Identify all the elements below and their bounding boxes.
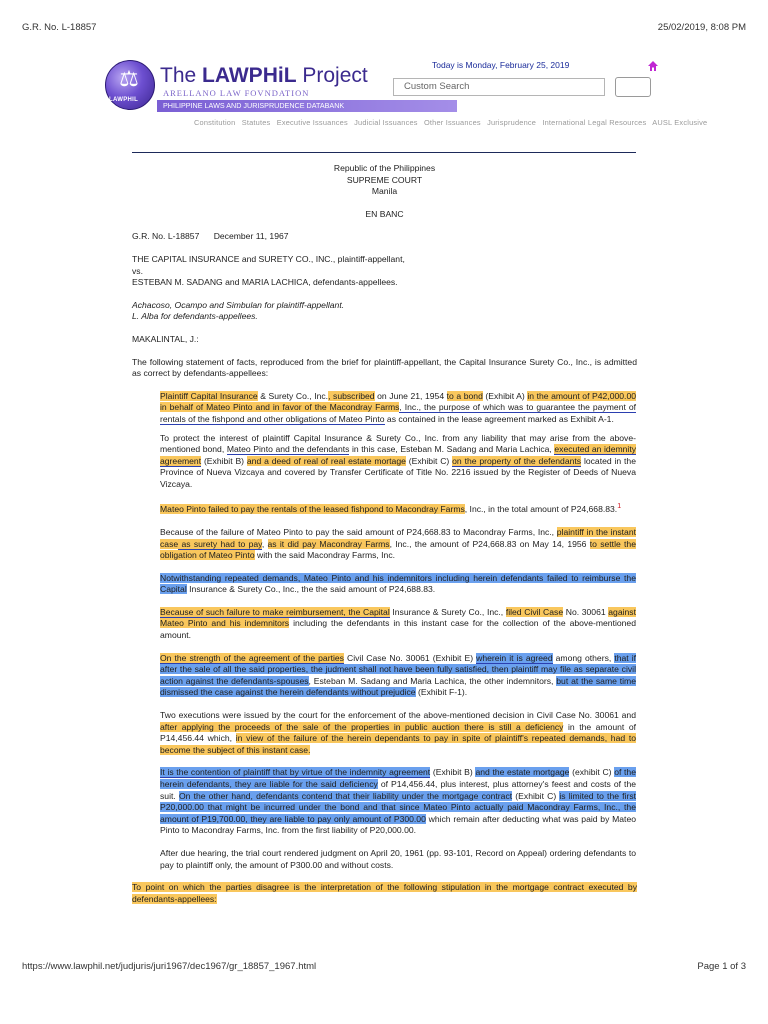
print-page-number: Page 1 of 3 bbox=[697, 961, 746, 972]
nav-ausl[interactable]: AUSL Exclusive bbox=[652, 118, 708, 127]
issue-paragraph bbox=[132, 882, 637, 905]
blue-segment: It is the contention of plaintiff that by virtue of the indemnity agreement bbox=[160, 767, 431, 778]
text-segment: To protect the interest of plaintiff Capital Insurance & Surety Co., Inc. from any liability that may arise from the above-mentioned bond, bbox=[160, 432, 636, 455]
site-title[interactable] bbox=[160, 64, 368, 88]
nav-jurisprudence[interactable]: Jurisprudence bbox=[487, 118, 537, 127]
text-segment: with the said Macondray Farms, Inc. bbox=[254, 550, 396, 561]
highlight-segment: , Inc., the purpose of which was to guarantee the payment of rentals of the fishpond and other obligations of Mateo Pinto bbox=[160, 402, 636, 424]
text-segment: in the amount of P14,456.44 which, bbox=[160, 721, 636, 744]
fact-paragraph-7 bbox=[132, 653, 637, 699]
header-divider bbox=[132, 152, 636, 153]
highlight-segment: to settle the obligation of Mateo Pinto bbox=[160, 538, 636, 561]
highlight-segment: Mateo Pinto and the defendants bbox=[226, 444, 350, 455]
intro-paragraph: The following statement of facts, reproduced from the brief for plaintiff-appellant, the Capital Insurance Surety Co., Inc., is admitted as correct by defendants-appellees: bbox=[132, 356, 637, 379]
party-plaintiff: THE CAPITAL INSURANCE and SURETY CO., INC., plaintiff-appellant, bbox=[132, 253, 405, 264]
site-title-tail: Project bbox=[296, 64, 368, 87]
highlight-segment: as it did pay Macondray Farms bbox=[267, 538, 390, 549]
lawphil-logo[interactable] bbox=[105, 60, 155, 110]
fact-paragraph-5 bbox=[132, 573, 637, 596]
highlight-segment: in the amount of P42,000.00 in behalf of Mateo Pinto and in favor of the Macondray Farms bbox=[160, 390, 637, 413]
highlight-segment: on the property of the defendants bbox=[452, 455, 582, 466]
text-segment: Insurance & Surety Co., Inc., the the said amount of P24,688.83. bbox=[186, 584, 436, 595]
print-datetime: 25/02/2019, 8:08 PM bbox=[657, 22, 746, 33]
text-segment: Because of the failure of Mateo Pinto to pay the said amount of P24,668.83 to Macondray Farms, Inc., bbox=[160, 526, 557, 537]
highlight-segment: Plaintiff Capital Insurance bbox=[160, 390, 258, 401]
nav-other[interactable]: Other Issuances bbox=[423, 118, 481, 127]
highlight-segment: On the strength of the agreement of the parties bbox=[160, 652, 344, 663]
text-segment: Two executions were issued by the court for the enforcement of the above-mentioned decision in Civil Case No. 30061 and bbox=[160, 710, 636, 721]
text-segment: on June 21, 1954 bbox=[374, 390, 447, 401]
today-date: Today is Monday, February 25, 2019 bbox=[432, 60, 570, 70]
counsel-defendants: L. Alba for defendants-appellees. bbox=[132, 311, 258, 322]
decision-date: December 11, 1967 bbox=[213, 231, 289, 242]
nav-judicial[interactable]: Judicial Issuances bbox=[354, 118, 418, 127]
text-segment: (Exhibit C) bbox=[405, 455, 453, 466]
text-segment: (exhibit C) bbox=[569, 767, 615, 778]
text-segment: (Exhibit C) bbox=[512, 790, 560, 801]
fact-paragraph-8 bbox=[132, 710, 637, 756]
text-segment: in this case, Esteban M. Sadang and Maria Lachica, bbox=[349, 444, 555, 455]
highlight-segment: against Mateo Pinto and his indemnitors bbox=[160, 606, 636, 629]
logo-word: LAWPHIL bbox=[109, 97, 139, 103]
print-url: https://www.lawphil.net/judjuris/juri1967/dec1967/gr_18857_1967.html bbox=[22, 961, 317, 972]
text-segment: Civil Case No. 30061 (Exhibit E) bbox=[343, 652, 477, 663]
city-line: Manila bbox=[371, 186, 398, 197]
text-segment: which remain after deducting what was paid by Mateo Pinto to Macondray Farms, Inc. from the first liability of P20,000.00. bbox=[160, 813, 637, 836]
text-segment: & Surety Co., Inc. bbox=[257, 390, 329, 401]
footnote-link[interactable]: 1 bbox=[617, 503, 622, 511]
text-segment: , Esteban M. Sadang and Maria Lachica, the other indemnitors, bbox=[308, 675, 557, 686]
text-segment: as contained in the lease agreement marked as Exhibit A-1. bbox=[384, 413, 614, 424]
nav-constitution[interactable]: Constitution bbox=[194, 118, 236, 127]
fact-paragraph-4 bbox=[132, 527, 637, 562]
text-segment: including the defendants in this instant case for the collection of the above-mentioned amount. bbox=[160, 618, 636, 641]
home-icon[interactable] bbox=[647, 60, 659, 72]
republic-line: Republic of the Philippines bbox=[333, 163, 436, 173]
highlight-segment: executed an idemnity agreement bbox=[160, 444, 637, 466]
court-heading bbox=[132, 163, 637, 220]
highlight-segment: Mateo Pinto failed to pay the rentals of the leased fishpond to Macondray Farms bbox=[160, 504, 465, 515]
highlight-segment: after applying the proceeds of the sale of the properties in public auction there is still a deficiency bbox=[160, 721, 564, 732]
highlight-segment: and a deed of real of real estate mortage bbox=[246, 455, 406, 466]
text-segment: , bbox=[261, 538, 268, 549]
site-title-bold: LAWPHiL bbox=[202, 64, 297, 87]
fact-paragraph-3 bbox=[132, 501, 637, 515]
fact-paragraph-2 bbox=[132, 433, 637, 491]
site-header bbox=[105, 58, 745, 127]
blue-segment: but at the same time dismissed the case against the herein defendants without prejudice bbox=[160, 675, 636, 698]
site-banner: PHILIPPINE LAWS AND JURISPRUDENCE DATABANK bbox=[157, 100, 457, 112]
blue-segment: On the other hand, defendants contend that their liability under the mortgage contract bbox=[178, 790, 513, 801]
text-segment: , Inc., in the total amount of P24,668.83. bbox=[464, 504, 618, 515]
text-segment: (Exhibit B) bbox=[430, 767, 476, 778]
decision-document bbox=[132, 163, 637, 905]
print-title: G.R. No. L-18857 bbox=[22, 22, 97, 33]
blue-segment: Notwithstanding repeated demands, Mateo Pinto and his indemnitors including herein defendants failed to reimburse the Capital bbox=[160, 572, 636, 595]
blue-segment: and the estate mortgage bbox=[475, 767, 570, 778]
site-subtitle: ARELLANO LAW FOVNDATION bbox=[163, 88, 310, 98]
text-segment: No. 30061 bbox=[563, 606, 609, 617]
scales-icon: ⚖ bbox=[119, 67, 139, 92]
search-button[interactable] bbox=[615, 77, 651, 97]
ponente: MAKALINTAL, J.: bbox=[132, 333, 199, 344]
highlight-segment: filed Civil Case bbox=[505, 606, 564, 617]
fact-paragraph-6 bbox=[132, 607, 637, 642]
print-footer bbox=[22, 961, 746, 972]
text-segment: of P14,456.44, plus interest, plus attorney's feest and costs of the suit. bbox=[160, 779, 636, 801]
site-nav bbox=[194, 118, 711, 127]
text-segment: located in the Province of Nueva Vizcaya and covered by Transfer Certificate of Title No. 2216 issued by the Register of Deeds of Nueva Vizcaya. bbox=[160, 455, 636, 489]
party-defendants: ESTEBAN M. SADANG and MARIA LACHICA, defendants-appellees. bbox=[132, 277, 398, 288]
division-line: EN BANC bbox=[365, 208, 404, 219]
nav-international[interactable]: International Legal Resources bbox=[542, 118, 647, 127]
search-input[interactable]: Custom Search bbox=[393, 78, 605, 96]
text-segment: Insurance & Surety Co., Inc., bbox=[389, 606, 506, 617]
nav-executive[interactable]: Executive Issuances bbox=[276, 118, 348, 127]
print-header bbox=[22, 22, 746, 33]
nav-statutes[interactable]: Statutes bbox=[241, 118, 271, 127]
highlight-segment: to a bond bbox=[446, 390, 483, 401]
highlight-segment: plaintiff in the instant case bbox=[160, 526, 636, 549]
text-segment: (Exhibit F-1). bbox=[415, 687, 468, 698]
fact-paragraph-9 bbox=[132, 767, 637, 837]
fact-paragraph-3-text bbox=[160, 504, 617, 514]
blue-segment: of the herein defendants, they are liable for the said deficiency bbox=[160, 767, 636, 790]
highlight-segment: in view of the failure of the herein dependants to pay in spite of plaintiff's repeated demands, had to become the subject of this instant case. bbox=[160, 733, 637, 755]
gr-number: G.R. No. L-18857 bbox=[132, 231, 200, 242]
text-segment: (Exhibit B) bbox=[201, 455, 247, 466]
fact-paragraph-1 bbox=[132, 391, 637, 426]
highlight-segment: as surety had to pay bbox=[178, 538, 262, 549]
text-segment: (Exhibit A) bbox=[482, 390, 528, 401]
fact-paragraph-10: After due hearing, the trial court rendered judgment on April 20, 1961 (pp. 93-101, Record on Appeal) ordering defendants to pay to plaintiff only, the amount of P300.00 and without costs. bbox=[160, 847, 636, 870]
blue-segment: that if after the sale of all the said properties, the judment shall not have been fully satisfied, then plaintiff may file as separate civil action against the defendants-spouses bbox=[160, 652, 636, 686]
text-segment: , Inc., the amount of P24,668.83 on May 14, 1956 bbox=[389, 538, 590, 549]
text-segment: among others, bbox=[552, 652, 615, 663]
highlight-segment: To point on which the parties disagree is the interpretation of the following stipulation in the mortgage contract executed by defendants-appellees: bbox=[132, 882, 637, 904]
case-number-line bbox=[132, 231, 637, 243]
highlight-segment: , subscribed bbox=[328, 390, 375, 401]
court-line: SUPREME COURT bbox=[346, 174, 423, 185]
site-title-plain: The bbox=[160, 64, 203, 87]
blue-segment: wherein it is agreed bbox=[476, 652, 553, 663]
highlight-segment: Because of such failure to make reimbursement, the Capital bbox=[160, 606, 390, 617]
blue-segment: is limited to the first P20,000.00 that might be incurred under the bond and that since Mateo Pinto actually paid Macondray Farms, Inc., the amount of P19,700.00, they are liable to pay only amount of P300.00 bbox=[160, 790, 637, 824]
versus: vs. bbox=[132, 265, 143, 276]
counsel-plaintiff: Achacoso, Ocampo and Simbulan for plaintiff-appellant. bbox=[132, 299, 345, 310]
